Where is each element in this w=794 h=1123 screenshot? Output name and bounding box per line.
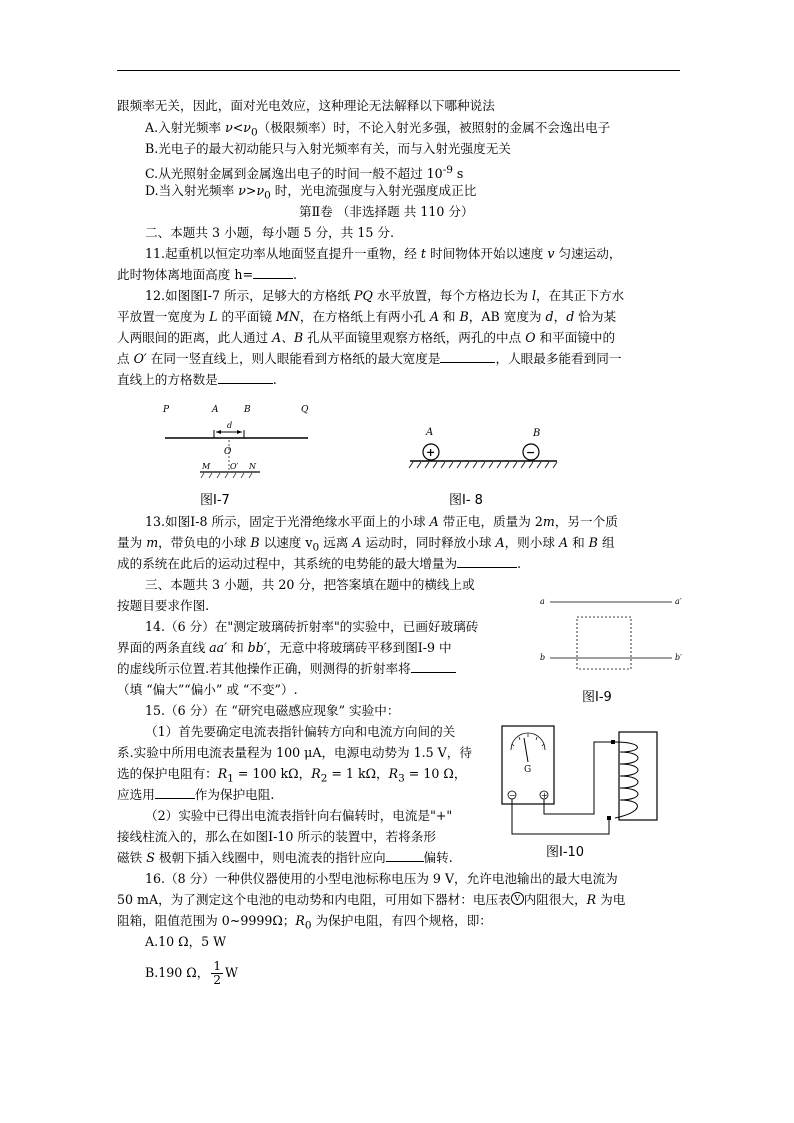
svg-text:−: −: [509, 791, 516, 800]
figure-i7: [160, 402, 310, 482]
fig9-glass-brick-dashed: [577, 617, 631, 669]
fig8-label-b: B: [533, 428, 541, 439]
figure-i8: [405, 424, 565, 474]
q12-line5: 直线上的方格数是 .: [117, 372, 277, 387]
q16-line2: 50 mA，为了测定这个电池的电动势和内电阻，可用如下器材：电压表 V 内阻很大，R 为电: [117, 892, 626, 907]
q16-line1: 16.（8 分）一种供仪器使用的小型电池标称电压为 9 V，允许电池输出的最大电流为: [145, 871, 618, 886]
fig7-label-a: A: [212, 405, 219, 415]
fraction-one-half: $\frac{1}{2}$: [213, 959, 221, 987]
fig9-label-b2: b′: [675, 653, 682, 662]
section3-heading-line2: 按题目要求作图.: [117, 598, 210, 613]
q13-line1: 13.如图Ⅰ-8 所示，固定于光滑绝缘水平面上的小球 A 带正电，质量为 2m，另一个质: [145, 514, 618, 529]
fig9-label-a2: a′: [675, 597, 682, 606]
fig7-label-n: N: [249, 462, 256, 471]
q10-option-c: C.从光照射金属到金属逸出电子的时间一般不超过 $10^{-9}$ s: [145, 164, 464, 182]
q16-option-b: B.190 Ω， $\frac{1}{2}$ W: [145, 959, 238, 987]
q14-line4: （填 “偏大”“偏小” 或 “不变”）.: [117, 682, 298, 697]
q11-line2: 此时物体离地面高度 h= .: [117, 267, 298, 282]
fig9-caption: 图Ⅰ-9: [582, 690, 612, 705]
q16-line3: 阻箱，阻值范围为 0~9999Ω；$R_0$ 为保护电阻，有四个规格，即：: [117, 913, 492, 932]
q15-line3: 系.实验中所用电流表量程为 100 μA，电源电动势为 1.5 V，待: [117, 745, 472, 760]
q12-line3: 人两眼间的距离，此人通过 A、B 孔从平面镜里观察方格纸，两孔的中点 O 和平面镜中的: [117, 330, 616, 345]
voltmeter-symbol-icon: V: [511, 892, 524, 905]
fig10-caption: 图Ⅰ-10: [546, 845, 585, 860]
q12-line4: 点 O′ 在同一竖直线上，则人眼能看到方格纸的最大宽度是 ，人眼最多能看到同一: [117, 351, 622, 366]
q14-line2: 界面的两条直线 aa′ 和 bb′，无意中将玻璃砖平移到图Ⅰ-9 中: [117, 640, 452, 655]
fig7-label-b: B: [244, 405, 251, 415]
figure-i9: [540, 594, 690, 674]
q13-line2: 量为 m，带负电的小球 B 以速度 $v_0$ 远离 A 运动时，同时释放小球 A，则小球 A 和 B 组: [117, 535, 615, 554]
header-rule: [117, 70, 680, 71]
fig8-caption: 图Ⅰ- 8: [449, 493, 483, 508]
fig7-label-m: M: [202, 462, 211, 471]
q15-line2: （1）首先要确定电流表指针偏转方向和电流方向间的关: [145, 724, 456, 739]
q15-line8: 磁铁 S 极朝下插入线圈中，则电流表的指针应向 偏转.: [117, 850, 453, 865]
fig7-label-p: P: [163, 405, 170, 415]
q15-line4: 选的保护电阻有：$R_1 = 100$ kΩ，$R_2 = 1$ kΩ，$R_3 = 10$ Ω，: [117, 766, 467, 785]
fig7-caption: 图Ⅰ-7: [200, 493, 230, 508]
q10-option-d: D.当入射光频率 $\nu>\nu_0$ 时，光电流强度与入射光强度成正比: [145, 183, 477, 202]
q15-line5: 应选用 作为保护电阻.: [117, 787, 275, 802]
fig7-label-o2: O′: [230, 462, 239, 471]
q15-line6: （2）实验中已得出电流表指针向右偏转时，电流是"+": [145, 808, 453, 823]
figure-i10: [494, 722, 669, 842]
svg-text:+: +: [541, 791, 548, 800]
q10-stem: 跟频率无关，因此，面对光电效应，这种理论无法解释以下哪种说法: [117, 98, 495, 113]
q12-line1: 12.如图图Ⅰ-7 所示，足够大的方格纸 PQ 水平放置，每个方格边长为 l，在其正下方水: [145, 288, 625, 303]
fig7-label-q: Q: [301, 405, 309, 415]
q10-option-b: B.光电子的最大初动能只与入射光频率有关，而与入射光强度无关: [145, 141, 511, 156]
section2-heading: 二、本题共 3 小题，每小题 5 分，共 15 分.: [145, 225, 394, 240]
fig10-label-g: G: [524, 765, 532, 775]
section3-heading-line1: 三、本题共 3 小题，共 20 分，把答案填在题中的横线上或: [145, 577, 475, 592]
fig7-label-o: O: [224, 447, 232, 457]
fig9-label-a: a: [540, 597, 545, 606]
q10-option-a: A.入射光频率 $\nu<\nu_0$（极限频率）时，不论入射光多强，被照射的金属不会逸出电子: [145, 120, 611, 139]
part2-title: 第Ⅱ卷 （非选择题 共 110 分）: [299, 204, 474, 219]
q13-line3: 成的系统在此后的运动过程中，其系统的电势能的最大增量为 .: [117, 556, 522, 571]
q11-line1: 11.起重机以恒定功率从地面竖直提升一重物，经 t 时间物体开始以速度 v 匀速运动，: [145, 246, 622, 261]
fig9-label-b: b: [540, 653, 546, 662]
q14-line1: 14.（6 分）在"测定玻璃砖折射率"的实验中，已画好玻璃砖: [145, 619, 479, 634]
q12-line2: 平放置一宽度为 L 的平面镜 MN，在方格纸上有两小孔 A 和 B，AB 宽度为 d，d 恰为某: [117, 309, 617, 324]
q15-line7: 接线柱流入的，那么在如图Ⅰ-10 所示的装置中，若将条形: [117, 829, 436, 844]
svg-text:−: −: [526, 446, 536, 459]
fig7-label-d: d: [227, 421, 233, 430]
fig8-label-a: A: [426, 427, 434, 438]
q16-option-a: A.10 Ω，5 W: [145, 934, 227, 949]
svg-text:+: +: [426, 446, 436, 459]
q15-line1: 15.（6 分）在 “研究电磁感应现象” 实验中：: [145, 703, 400, 718]
q14-line3: 的虚线所示位置.若其他操作正确，则测得的折射率将: [117, 661, 456, 677]
